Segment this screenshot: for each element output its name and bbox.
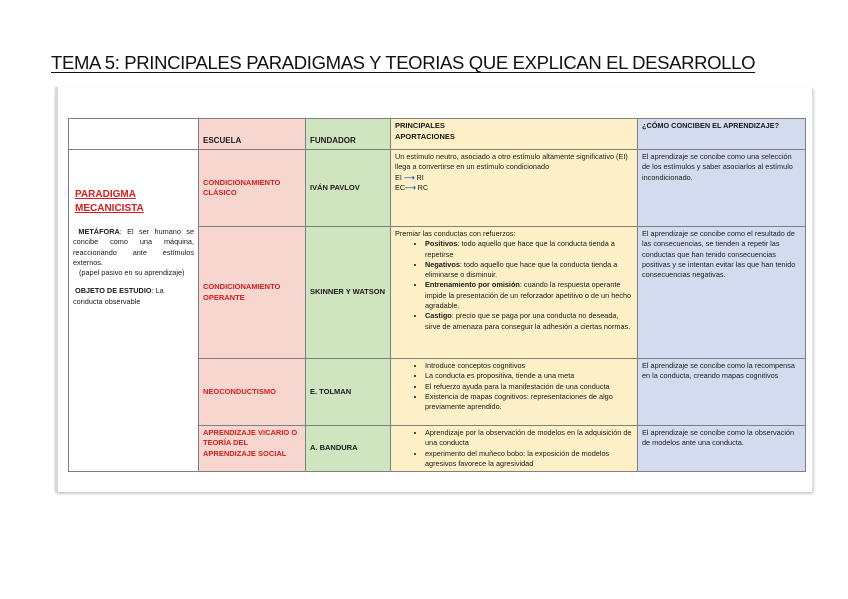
paradigma-title-line2: MECANICISTA <box>75 202 144 214</box>
list-item: • Introduce conceptos cognitivos <box>425 361 633 371</box>
aprendizaje-cell: El aprendizaje se concibe como una selección de los estímulos y saber asociarlos al estímulo incondicionado. <box>638 150 806 227</box>
objeto-body: : La conducta observable <box>73 286 164 306</box>
bullet-list <box>395 428 633 469</box>
page-title: TEMA 5: PRINCIPALES PARADIGMAS Y TEORIAS QUE EXPLICAN EL DESARROLLO <box>51 52 756 73</box>
list-item <box>425 280 633 311</box>
arrow-right-label: RI <box>416 172 424 182</box>
aportaciones-cell <box>391 359 638 426</box>
aprendizaje-cell: El aprendizaje se concibe como el resultado de las consecuencias, se tienden a repetir las conductas que han tenido consecuencias positivas y se intentan evitar las que han tenido consecuencias negativas. <box>638 227 806 359</box>
list-item: • La conducta es propositiva, tiende a una meta <box>425 371 633 381</box>
right-arrow-icon: ⟶ <box>405 182 416 192</box>
list-item <box>425 260 633 281</box>
arrow-right-label: RC <box>417 182 429 192</box>
header-principales-line2: APORTACIONES <box>395 131 455 141</box>
right-arrow-icon: ⟶ <box>403 172 415 182</box>
bullet-text: : todo aquello que hace que la conducta tienda a eliminarse o disminuir. <box>425 259 618 280</box>
arrow-left-label: EC <box>395 182 406 192</box>
bullet-label: Positivos <box>425 239 458 249</box>
arrow-row-ec-rc <box>395 183 633 193</box>
bullet-text: : cuando la respuesta operante impide la presentación de un reforzador apetitivo o de un hecho agradable. <box>425 280 632 311</box>
header-fundador: FUNDADOR <box>306 119 391 150</box>
escuela-cell: NEOCONDUCTISMO <box>199 359 306 426</box>
list-item: • El refuerzo ayuda para la manifestación de una conducta <box>425 382 633 392</box>
list-item: • Aprendizaje por la observación de modelos en la adquisición de una conducta <box>425 428 633 449</box>
header-principales-aportaciones <box>391 119 638 150</box>
aportaciones-text: Un estímulo neutro, asociado a otro estímulo altamente significativo (EI) llega a convertirse en un estímulo condicionado <box>395 152 628 172</box>
escuela-cell: CONDICIONAMIENTO OPERANTE <box>199 227 306 359</box>
header-empty-cell <box>69 119 199 150</box>
aportaciones-cell <box>391 227 638 359</box>
fundador-cell: SKINNER Y WATSON <box>306 227 391 359</box>
aportaciones-intro: Premiar las conductas con refuerzos: <box>395 229 516 238</box>
escuela-cell: CONDICIONAMIENTO CLÁSICO <box>199 150 306 227</box>
bullet-label: Castigo <box>425 311 452 321</box>
header-escuela: ESCUELA <box>199 119 306 150</box>
paradigma-title <box>75 188 198 215</box>
fundador-cell: E. TOLMAN <box>306 359 391 426</box>
fundador-cell: A. BANDURA <box>306 426 391 472</box>
papel-text: (papel pasivo en su aprendizaje) <box>79 268 185 278</box>
table-header-row <box>69 119 806 150</box>
bullet-text: : todo aquello que hace que la conducta tienda a repetirse <box>425 239 615 259</box>
objeto-label: OBJETO DE ESTUDIO <box>75 286 152 296</box>
list-item <box>425 311 633 332</box>
objeto-de-estudio <box>73 286 194 307</box>
bullet-text: : precio que se paga por una conducta no deseada, sirve de amenaza para conseguir la adhesión a ciertas normas. <box>425 311 631 331</box>
metafora-body: : El ser humano se concibe como una máquina, reaccionando ante estímulos externos. <box>73 227 194 267</box>
aprendizaje-cell: El aprendizaje se concibe como la recompensa en la conducta, creando mapas cognitivos <box>638 359 806 426</box>
bullet-list <box>395 239 633 332</box>
header-aprendizaje: ¿CÓMO CONCIBEN EL APRENDIZAJE? <box>638 119 806 150</box>
aprendizaje-cell: El aprendizaje se concibe como la observación de modelos ante una conducta. <box>638 426 806 472</box>
header-principales-line1: PRINCIPALES <box>395 121 445 130</box>
bullet-label: Negativos <box>425 259 460 269</box>
metafora-text <box>73 227 194 278</box>
bullet-label: Entrenamiento por omisión <box>425 280 520 290</box>
list-item: • Existencia de mapas cognitivos: representaciones de algo previamente aprendido. <box>425 392 633 413</box>
paradigms-table <box>68 118 806 472</box>
metafora-label: METÁFORA <box>78 227 120 236</box>
bullet-list <box>395 361 633 412</box>
aportaciones-cell <box>391 426 638 472</box>
escuela-cell: APRENDIZAJE VICARIO O TEORÍA DEL APRENDIZAJE SOCIAL <box>199 426 306 472</box>
fundador-cell: IVÁN PAVLOV <box>306 150 391 227</box>
aportaciones-cell <box>391 150 638 227</box>
arrow-left-label: EI <box>395 172 402 182</box>
paradigma-cell <box>69 150 199 472</box>
paradigma-title-line1: PARADIGMA <box>75 189 136 200</box>
arrow-row-ei-ri <box>395 173 633 183</box>
document-table-image <box>55 87 812 492</box>
table-row <box>69 150 806 227</box>
list-item: • experimento del muñeco bobo: la exposición de modelos agresivos favorece la agresividad <box>425 449 633 470</box>
list-item <box>425 239 633 260</box>
